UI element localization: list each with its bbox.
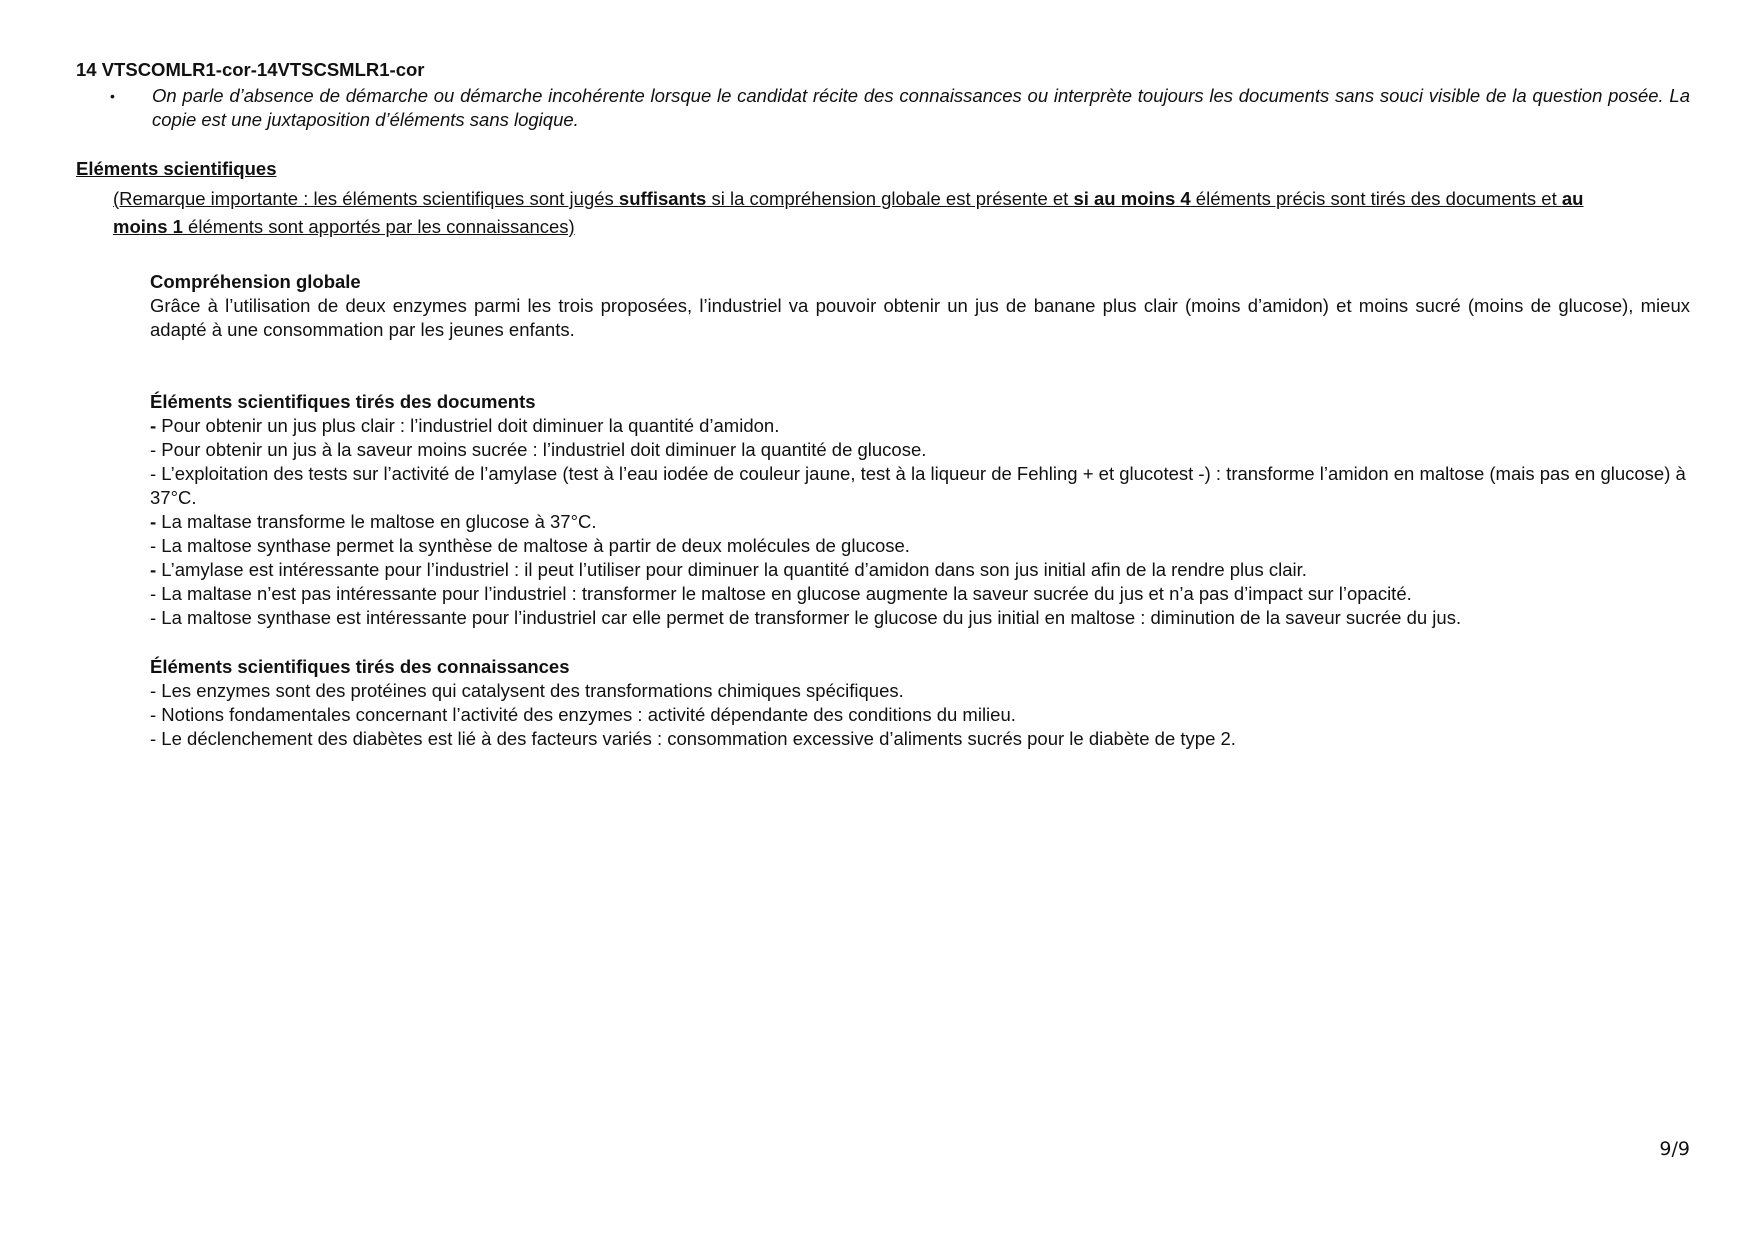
list-item: [150, 558, 1690, 582]
list-dash: -: [150, 415, 157, 436]
list-dash: -: [150, 728, 157, 749]
comprehension-text: Grâce à l’utilisation de deux enzymes parmi les trois proposées, l’industriel va pouvoir obtenir un jus de banane plus clair (moins d’amidon) et moins sucré (moins de glucose), mieux adapté à une consommation par les jeunes enfants.: [150, 295, 1690, 340]
remark-text: (Remarque importante : les éléments scientifiques sont jugés: [113, 188, 619, 209]
note-text: On parle d’absence de démarche ou démarche incohérente lorsque le candidat récite des connaissances ou interprète toujours les documents sans souci visible de la question posée. La copie est une juxtaposition d’éléments sans logique.: [152, 85, 1690, 130]
list-item: [150, 727, 1690, 751]
knowledge-title: Éléments scientifiques tirés des connaissances: [150, 656, 570, 677]
documents-title: Éléments scientifiques tirés des documents: [150, 391, 536, 412]
list-dash: -: [150, 583, 157, 604]
list-item-text: La maltase n’est pas intéressante pour l’industriel : transformer le maltose en glucose augmente la saveur sucrée du jus et n’a pas d’impact sur l’opacité.: [156, 583, 1412, 604]
note-bullet-item: [110, 84, 1690, 132]
remark-bold: suffisants: [618, 188, 707, 209]
list-item: [150, 582, 1690, 606]
list-item: [150, 414, 1690, 438]
list-dash: -: [150, 439, 157, 460]
list-item-text: Les enzymes sont des protéines qui catalysent des transformations chimiques spécifiques.: [156, 680, 904, 701]
list-item-text: La maltase transforme le maltose en glucose à 37°C.: [156, 511, 597, 532]
comprehension-title: Compréhension globale: [150, 271, 361, 292]
list-dash: -: [150, 463, 157, 484]
list-item-text: L’exploitation des tests sur l’activité de l’amylase (test à l’eau iodée de couleur jaune, test à la liqueur de Fehling + et glucotest -) : transforme l’amidon en maltose (mais pas en glucose) à 37°C.: [150, 463, 1686, 508]
list-item-text: La maltose synthase permet la synthèse de maltose à partir de deux molécules de glucose.: [156, 535, 910, 556]
list-item: [150, 703, 1690, 727]
list-item: [150, 438, 1690, 462]
list-dash: -: [150, 704, 157, 725]
list-item: [150, 510, 1690, 534]
list-item-text: L’amylase est intéressante pour l’industriel : il peut l’utiliser pour diminuer la quantité d’amidon dans son jus initial afin de la rendre plus clair.: [156, 559, 1307, 580]
list-dash: -: [150, 511, 157, 532]
list-dash: -: [150, 535, 157, 556]
bullet-icon: •: [110, 88, 115, 104]
comprehension-block: [150, 270, 1690, 342]
page-number: 9/9: [1659, 1138, 1690, 1160]
remark-bold: au moins 1: [113, 188, 1584, 237]
documents-block: [150, 390, 1690, 630]
list-dash: -: [150, 607, 157, 628]
list-item-text: Le déclenchement des diabètes est lié à des facteurs variés : consommation excessive d’aliments sucrés pour le diabète de type 2.: [156, 728, 1236, 749]
list-item-text: Notions fondamentales concernant l’activité des enzymes : activité dépendante des conditions du milieu.: [156, 704, 1016, 725]
list-item-text: Pour obtenir un jus plus clair : l’industriel doit diminuer la quantité d’amidon.: [156, 415, 780, 436]
remark-bold: si au moins 4: [1073, 188, 1191, 209]
list-item: [150, 534, 1690, 558]
list-item-text: La maltose synthase est intéressante pour l’industriel car elle permet de transformer le glucose du jus initial en maltose : diminution de la saveur sucrée du jus.: [156, 607, 1462, 628]
section-title: Eléments scientifiques: [76, 158, 277, 179]
list-item: [150, 679, 1690, 703]
list-item: [150, 606, 1690, 630]
list-dash: -: [150, 680, 157, 701]
remark-text: si la compréhension globale est présente et: [706, 188, 1074, 209]
remark-text: éléments précis sont tirés des documents et: [1190, 188, 1562, 209]
list-item: [150, 462, 1690, 510]
remark-paragraph: [113, 185, 1623, 241]
document-code: 14 VTSCOMLR1-cor-14VTSCSMLR1-cor: [76, 59, 425, 80]
list-dash: -: [150, 559, 157, 580]
knowledge-block: [150, 655, 1690, 751]
list-item-text: Pour obtenir un jus à la saveur moins sucrée : l’industriel doit diminuer la quantité de glucose.: [156, 439, 927, 460]
remark-text: éléments sont apportés par les connaissances): [182, 216, 575, 237]
